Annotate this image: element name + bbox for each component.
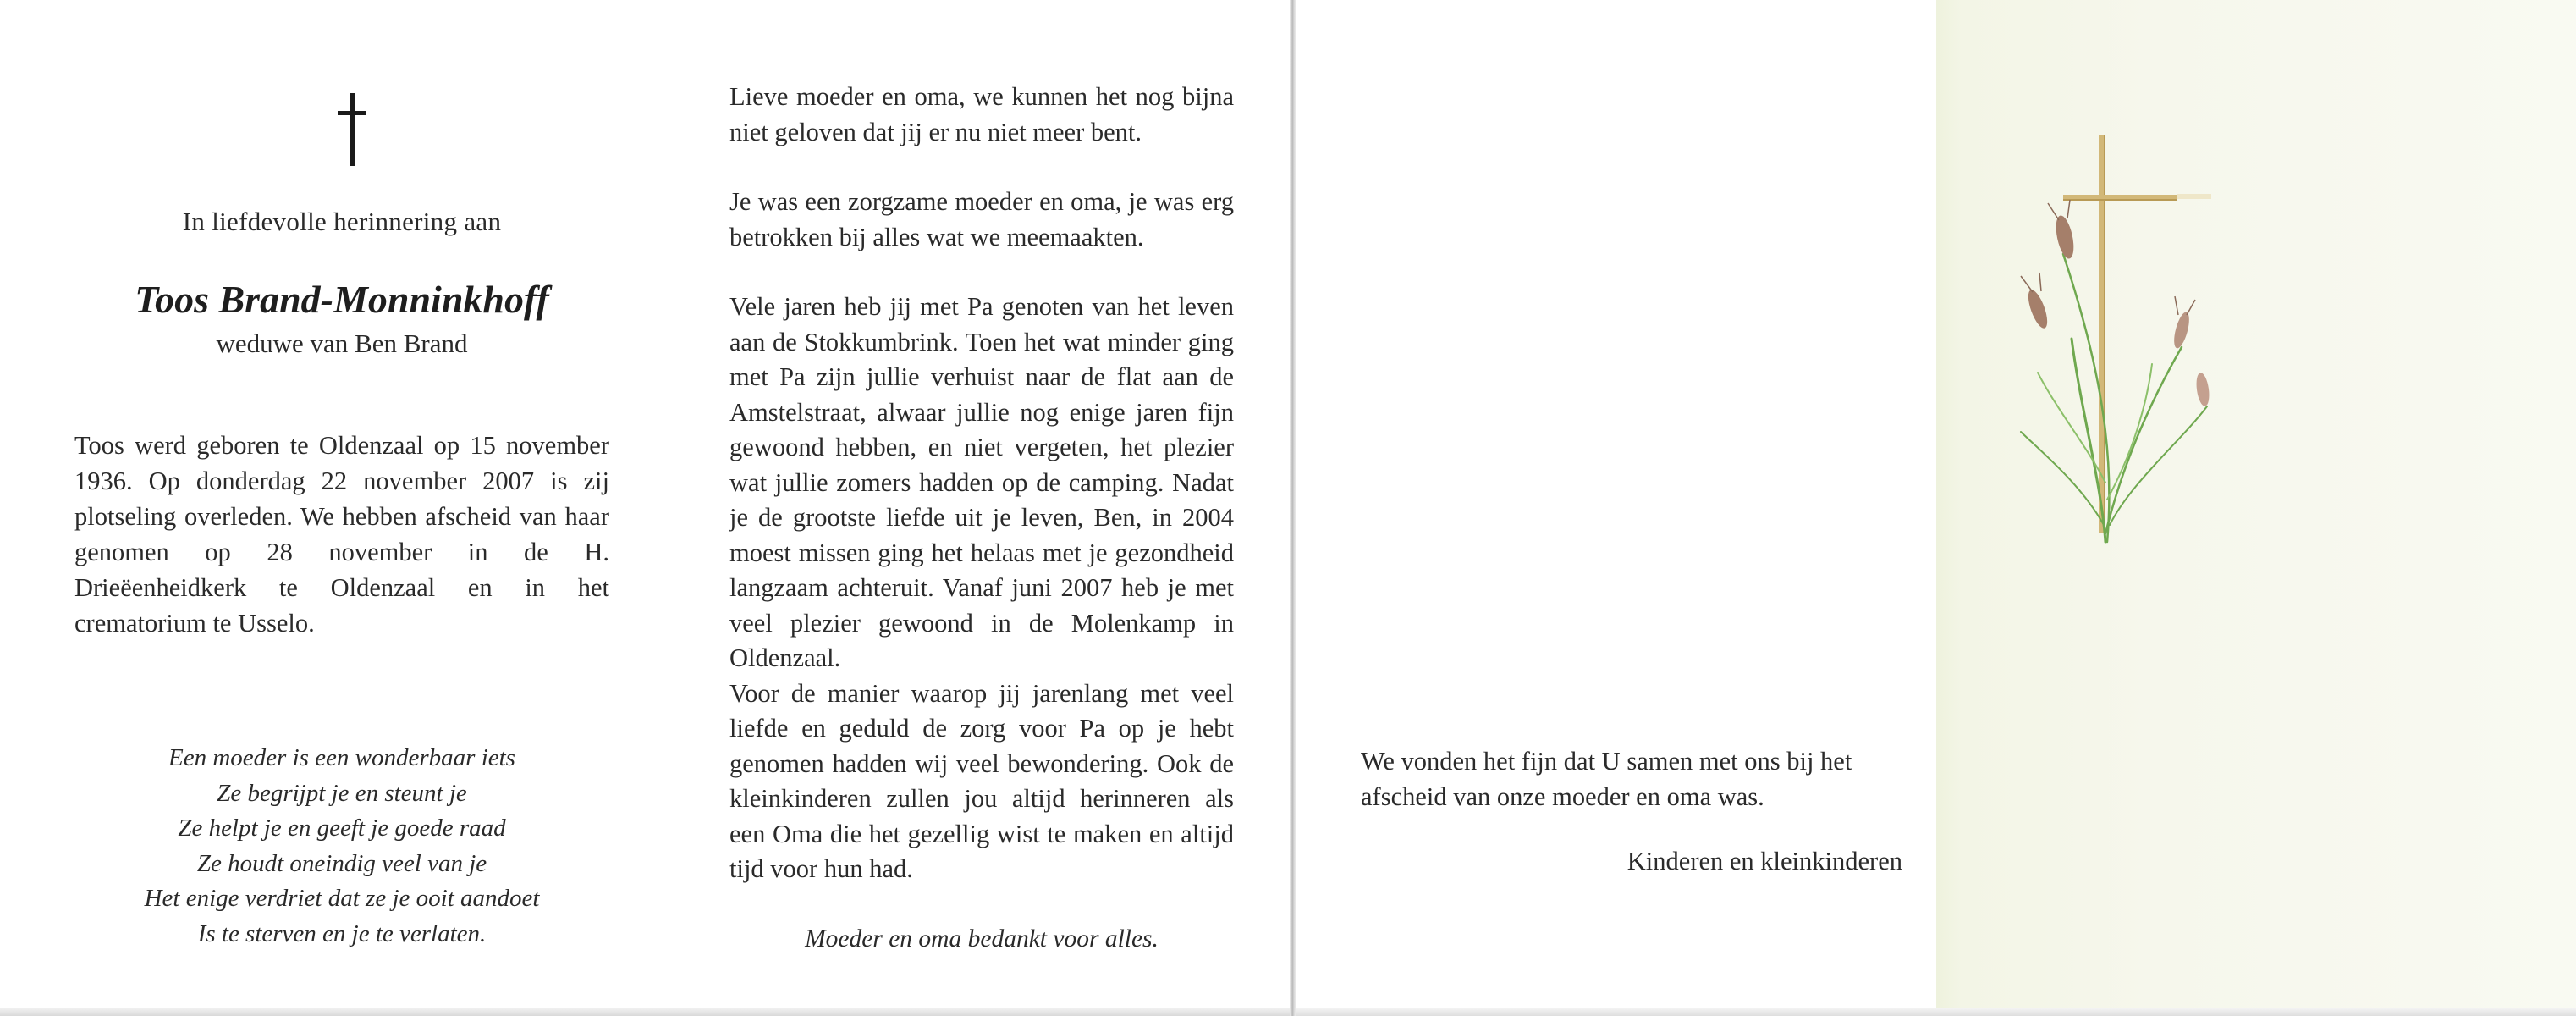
cross-horizontal-bar: [338, 111, 366, 115]
card-edge: [0, 1008, 1290, 1016]
thank-you-text: [1361, 743, 1902, 814]
message-paragraph: Vele jaren heb jij met Pa genoten van het leven aan de Stokkumbrink. Toen het wat minder ging met Pa zijn jullie verhuist naar de flat aan de Amstelstraat, alwaar jullie nog enige jaren fijn gewoond hebben, en niet vergeten, het plezier wat jullie zomers hadden op de camping. Nadat je de grootste liefde uit je leven, Ben, in 2004 moest missen ging het helaas met je gezondheid langzaam achteruit. Vanaf juni 2007 heb je met veel plezier gewoond in de Molenkamp in Oldenzaal.: [729, 292, 1234, 672]
biography: [74, 428, 609, 641]
message-paragraph: Je was een zorgzame moeder en oma, je was erg betrokken bij alles wat we meemaakten.: [729, 187, 1234, 251]
intro-text: In liefdevolle herinnering aan: [182, 207, 502, 236]
card-fold: [1290, 0, 1296, 1016]
message-paragraph: Voor de manier waarop jij jarenlang met veel liefde en geduld de zorg voor Pa op je hebt genomen hadden wij veel bewondering. Ook de kleinkinderen zullen jou altijd herinneren als een Oma die het gezellig wist te maken en altijd tijd voor hun had.: [729, 678, 1234, 883]
poem-line: Het enige verdriet dat ze je ooit aandoet: [144, 885, 540, 912]
message-paragraph: Lieve moeder en oma, we kunnen het nog bijna niet geloven dat jij er nu niet meer bent.: [729, 82, 1234, 146]
cross-icon: [338, 93, 366, 166]
middle-column: [729, 80, 1234, 957]
poem-line: Ze houdt oneindig veel van je: [196, 849, 487, 877]
signature: Kinderen en kleinkinderen: [1627, 847, 1902, 875]
deceased-name: Toos Brand-Monninkhoff: [135, 278, 549, 321]
cross-vertical-bar: [350, 93, 355, 166]
widow-line: weduwe van Ben Brand: [216, 329, 468, 358]
gold-cross: [2063, 135, 2211, 533]
poem-line: Een moeder is een wonderbaar iets: [168, 744, 515, 771]
closing-line: Moeder en oma bedankt voor alles.: [805, 925, 1159, 952]
thank-you-paragraph: We vonden het fijn dat U samen met ons bij het afscheid van onze moeder en oma was.: [1361, 747, 1852, 811]
poem: [74, 741, 609, 952]
poem-line: Ze helpt je en geeft je goede raad: [178, 814, 506, 842]
poem-line: Ze begrijpt je en steunt je: [217, 779, 467, 807]
back-page: [1296, 0, 2576, 1008]
wheat-heads: [2024, 214, 2210, 407]
poem-line: Is te sterven en je te verlaten.: [197, 919, 487, 947]
wheat-stems: [2021, 254, 2207, 542]
biography-text: Toos werd geboren te Oldenzaal op 15 november 1936. Op donderdag 22 november 2007 is zij plotseling overleden. We hebben afscheid van haar genomen op 28 november in de H. Drieëenheidkerk te Oldenzaal en in het crematorium te Usselo.: [74, 431, 609, 638]
cross-with-wheat-icon: [1987, 127, 2258, 550]
card-edge: [1296, 1008, 2576, 1016]
wheat-awns: [2021, 200, 2195, 315]
